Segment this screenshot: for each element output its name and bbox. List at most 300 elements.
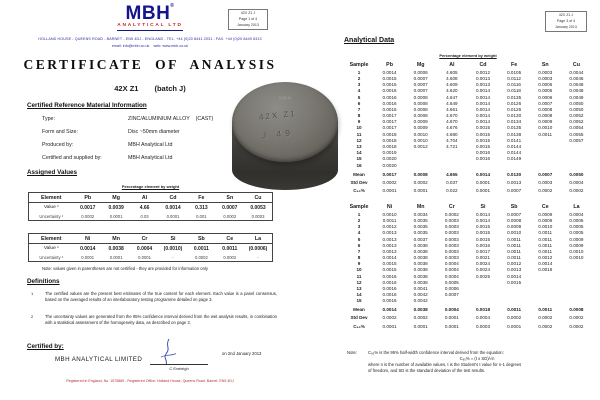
table-cell: 0.0003 bbox=[444, 224, 459, 230]
table-cell: 4.670 bbox=[446, 113, 458, 119]
table-row bbox=[344, 321, 592, 329]
table-cell: 3 bbox=[357, 82, 361, 88]
table-cell: 0.0013 bbox=[507, 179, 522, 185]
page-number: Page 1 of 4 bbox=[238, 16, 258, 21]
table-cell: 0.0002 bbox=[194, 254, 208, 260]
table-cell: 0.0003 bbox=[444, 217, 459, 223]
table-cell: 0.0118 bbox=[507, 88, 521, 94]
table-cell: 0.0003 bbox=[538, 75, 553, 81]
table-cell: 0.0001 bbox=[507, 323, 522, 329]
table-cell: 0.0015 bbox=[475, 230, 491, 236]
table-cell: C₉₅% bbox=[353, 187, 365, 193]
table-cell: 0.0001 bbox=[382, 187, 397, 193]
table-cell: Al bbox=[130, 193, 158, 203]
table-cell: 0.0004 bbox=[136, 245, 153, 252]
uncertainty-row bbox=[29, 212, 273, 221]
table-cell: 16 bbox=[356, 162, 362, 168]
table-cell: 0.0001 bbox=[475, 179, 491, 185]
table-cell: 0.0024 bbox=[475, 267, 491, 273]
table-cell: 0.0003 bbox=[444, 230, 459, 236]
table-cell: 0.0002 bbox=[223, 213, 237, 219]
table-cell: 0.0009 bbox=[413, 119, 428, 125]
summary-rows bbox=[344, 305, 592, 329]
table-cell: 0.0007 bbox=[413, 82, 428, 88]
table-cell: 0.0014 bbox=[475, 113, 491, 119]
table-cell: 0.0112 bbox=[507, 75, 521, 81]
sample-rows bbox=[344, 212, 592, 305]
table-cell: 0.0015 bbox=[382, 261, 397, 267]
table-cell: - bbox=[257, 254, 259, 260]
table-cell: 0.0007 bbox=[507, 187, 522, 193]
signature-date: on 2nd January 2013 bbox=[222, 351, 262, 356]
table-cell: 0.0015 bbox=[507, 279, 522, 285]
table-cell: 0.0001 bbox=[138, 254, 151, 260]
table-cell: 0.0039 bbox=[108, 204, 124, 211]
table-cell: 0.0018 bbox=[382, 131, 397, 137]
table-cell: La bbox=[244, 234, 272, 244]
table-cell: 4.661 bbox=[446, 106, 458, 112]
table-cell: 4.609 bbox=[446, 82, 458, 88]
table-cell: 4.66 bbox=[139, 204, 150, 211]
note-label: Note: bbox=[347, 350, 358, 355]
table-cell: 0.0004 bbox=[444, 273, 459, 279]
table-cell: 0.0001 bbox=[109, 254, 123, 260]
table-cell: 0.0008 bbox=[413, 171, 428, 177]
value-row bbox=[29, 244, 273, 254]
table-cell: 10 bbox=[356, 125, 362, 131]
table-cell: Si bbox=[159, 234, 187, 244]
table-cell: Ce bbox=[216, 234, 244, 244]
table-cell: Element bbox=[29, 193, 74, 203]
table-cell: 0.0014 bbox=[382, 255, 397, 261]
table-cell: (0.0006) bbox=[248, 245, 268, 252]
table-cell: 0.0001 bbox=[166, 213, 180, 219]
table-header-row bbox=[344, 61, 592, 70]
table-cell: 0.037 bbox=[446, 179, 458, 185]
crm-value-type: ZINC/ALUMINIUM ALLOY (CAST) bbox=[128, 116, 214, 122]
definition-1-sup: 1 bbox=[31, 291, 34, 296]
table-cell: 4.680 bbox=[446, 131, 458, 137]
table-cell: 0.0005 bbox=[538, 82, 553, 88]
table-header-row bbox=[29, 193, 273, 203]
table-cell: 4.721 bbox=[446, 144, 458, 150]
table-cell: Cu bbox=[572, 62, 580, 68]
table-cell: 0.0002 bbox=[382, 179, 397, 185]
definition-1-text: The certified values are the present best estimates of the true content for each element. Each value is a panel consensus, based on the averaged results of an interlaboratory testing programme detailed on page 3. bbox=[45, 291, 277, 302]
table-cell: 0.0010 bbox=[569, 255, 584, 261]
definition-2-text: The uncertainty values are generated from the 95% confidence interval derived from the wet analysis results, in combination with a statistical assessment of the homogeneity data, as described on page 2. bbox=[45, 314, 277, 325]
table-cell: 0.0138 bbox=[507, 131, 522, 137]
table-cell: 0.0010 bbox=[413, 137, 428, 143]
table-cell: 0.0002 bbox=[569, 187, 584, 193]
table-cell: 0.0050 bbox=[569, 100, 584, 106]
table-cell: 0.0007 bbox=[538, 100, 553, 106]
table-cell: 0.0002 bbox=[413, 315, 428, 321]
signatory-name: C Eveleigh bbox=[169, 366, 189, 371]
table-cell: 0.313 bbox=[195, 204, 208, 211]
table-cell: 0.0016 bbox=[382, 100, 397, 106]
table-cell: 0.0007 bbox=[413, 88, 428, 94]
product-code: 42X Z1 bbox=[114, 84, 139, 93]
table-cell: Sample bbox=[349, 204, 369, 210]
table-cell: 0.0007 bbox=[444, 292, 459, 298]
table-cell: 0.0009 bbox=[569, 236, 584, 242]
table-cell: Sb bbox=[510, 204, 518, 210]
disc-top-face bbox=[232, 82, 338, 162]
table-cell: 0.0038 bbox=[413, 248, 428, 254]
table-cell: 14 bbox=[356, 150, 362, 156]
table-cell: 0.0010 bbox=[569, 248, 584, 254]
table-cell: 0.0016 bbox=[382, 279, 397, 285]
table-cell: 0.0002 bbox=[81, 213, 95, 219]
table-cell: 6 bbox=[357, 242, 361, 248]
table-cell: 0.0012 bbox=[475, 69, 491, 75]
table-header-row bbox=[29, 234, 273, 244]
page1-ref-box bbox=[228, 9, 268, 30]
table-cell: 0.0011 bbox=[538, 230, 553, 236]
table-cell: 0.0017 bbox=[382, 125, 397, 131]
table-cell: 0.0003 bbox=[444, 255, 459, 261]
note-line-4: of freedom, and SD is the standard deviation of the test results. bbox=[368, 367, 486, 373]
table-cell: 0.0052 bbox=[569, 119, 584, 125]
table-cell: Ce bbox=[541, 204, 549, 210]
table-cell: 0.0018 bbox=[382, 144, 397, 150]
table-cell: 0.0012 bbox=[507, 261, 522, 267]
table-cell: Fe bbox=[511, 62, 518, 68]
ref-date: January 2013 bbox=[237, 22, 259, 27]
table-cell: 0.0013 bbox=[382, 236, 397, 242]
table-cell: 0.0004 bbox=[444, 307, 459, 313]
ref-code: 42X Z1 J bbox=[558, 13, 574, 17]
table-cell: 0.0024 bbox=[475, 261, 491, 267]
table-cell: Sb bbox=[187, 234, 215, 244]
table-cell: 0.0021 bbox=[475, 255, 491, 261]
table-cell: 0.0018 bbox=[475, 307, 491, 313]
table-cell: 0.0003 bbox=[444, 248, 459, 254]
registered-office-footer: Registered in England, No. 1575889 - Registered Office: Holland House, Queens Road, Barnet, EN5 4DJ bbox=[66, 379, 234, 383]
table-cell: 0.0011 bbox=[538, 236, 553, 242]
table-cell: 0.0016 bbox=[382, 88, 397, 94]
pct-caption-1: Percentage element by weight bbox=[121, 184, 180, 189]
table-cell: 0.0014 bbox=[475, 119, 491, 125]
table-cell: 0.0007 bbox=[507, 211, 522, 217]
signature-icon bbox=[153, 338, 187, 366]
table-cell: 0.0008 bbox=[538, 113, 553, 119]
table-cell: La bbox=[573, 204, 580, 210]
table-cell: 0.0009 bbox=[538, 119, 553, 125]
definitions-heading: Definitions bbox=[27, 278, 60, 285]
table-cell: 0.03 bbox=[140, 213, 149, 219]
disc-engraving-brand: MBH bbox=[278, 95, 292, 100]
disc-engraving-batch: J 49 bbox=[261, 127, 295, 141]
table-cell: 0.0004 bbox=[444, 261, 459, 267]
table-cell: 0.0016 bbox=[382, 106, 397, 112]
table-cell: 0.0014 bbox=[475, 171, 491, 177]
contact-line: email: info@mbh.co.uk web: www.mbh.co.uk bbox=[111, 44, 189, 48]
table-cell: 0.0016 bbox=[382, 273, 397, 279]
table-row bbox=[344, 177, 592, 185]
table-cell: 0.0002 bbox=[444, 211, 459, 217]
table-cell: 0.0038 bbox=[108, 245, 124, 252]
table-cell: 4.655 bbox=[446, 171, 458, 177]
table-cell: C₉₅% bbox=[353, 323, 365, 329]
table-cell: 0.0053 bbox=[250, 204, 266, 211]
table-cell: 0.0144 bbox=[507, 150, 522, 156]
table-cell: 4.605 bbox=[446, 69, 458, 75]
table-cell: Ni bbox=[74, 234, 102, 244]
table-cell: Cr bbox=[448, 204, 455, 210]
table-cell: 7 bbox=[357, 248, 361, 254]
table-cell: 0.0016 bbox=[382, 298, 397, 304]
table-cell: 0.0002 bbox=[569, 323, 584, 329]
table-cell: 15 bbox=[356, 298, 362, 304]
table-cell: 0.0038 bbox=[413, 273, 428, 279]
assigned-values-table-2 bbox=[28, 233, 273, 262]
table-cell: 0.0013 bbox=[382, 242, 397, 248]
crm-label-supplier: Certified and supplied by: bbox=[42, 155, 102, 161]
table-cell: Cr bbox=[130, 234, 158, 244]
table-cell: 0.0014 bbox=[165, 204, 181, 211]
ref-date: January 2013 bbox=[555, 24, 577, 29]
table-cell: Std Dev bbox=[350, 315, 368, 321]
signature-line bbox=[150, 364, 208, 365]
table-cell: 0.0013 bbox=[382, 230, 397, 236]
table-cell: 0.0002 bbox=[507, 315, 522, 321]
table-cell: 1 bbox=[357, 211, 361, 217]
table-cell: 0.0002 bbox=[413, 179, 428, 185]
table-cell: 0.0016 bbox=[382, 94, 397, 100]
table-cell: 0.0105 bbox=[507, 69, 522, 75]
table-cell: 0.0003 bbox=[251, 213, 265, 219]
note-line-1: C₉₅% is the 95% half-width confidence interval derived from the equation: bbox=[368, 350, 504, 355]
table-cell: 0.0015 bbox=[475, 236, 491, 242]
table-cell: 0.0048 bbox=[569, 88, 584, 94]
table-cell: 9 bbox=[357, 119, 361, 125]
table-cell: 0.0001 bbox=[413, 323, 428, 329]
table-cell: 0.0002 bbox=[223, 254, 237, 260]
table-cell: 0.0016 bbox=[382, 292, 397, 298]
table-cell: 0.0015 bbox=[475, 125, 491, 131]
table-cell: 0.0007 bbox=[538, 171, 553, 177]
table-cell: Ni bbox=[386, 204, 393, 210]
table-cell: 0.0014 bbox=[475, 94, 491, 100]
table-cell: 0.0009 bbox=[507, 224, 522, 230]
table-cell: 0.0052 bbox=[569, 113, 584, 119]
table-cell: 0.0008 bbox=[413, 113, 428, 119]
table-cell: 0.0038 bbox=[413, 267, 428, 273]
table-cell: 0.0017 bbox=[382, 113, 397, 119]
table-cell: Mn bbox=[416, 204, 425, 210]
table-cell: 0.0017 bbox=[382, 171, 397, 177]
table-cell: 0.0009 bbox=[413, 125, 428, 131]
table-cell: 0.0009 bbox=[569, 242, 584, 248]
table-cell: 0.0144 bbox=[507, 144, 522, 150]
table-cell: 0.0014 bbox=[382, 69, 397, 75]
table-cell: 13 bbox=[356, 286, 362, 292]
table-cell: 0.0049 bbox=[569, 94, 584, 100]
analytical-table-2 bbox=[344, 203, 592, 329]
table-cell: 0.0002 bbox=[538, 323, 553, 329]
table-cell: 0.0055 bbox=[569, 131, 584, 137]
table-cell: 0.0013 bbox=[475, 82, 491, 88]
table-cell: 4 bbox=[357, 230, 361, 236]
certificate-title: CERTIFICATE OF ANALYSIS bbox=[23, 57, 277, 72]
parentheses-note: Note: values given in parentheses are not certified - they are provided for information only bbox=[42, 266, 208, 271]
table-cell: 2 bbox=[357, 217, 361, 223]
table-cell: 0.0015 bbox=[475, 144, 491, 150]
table-cell: 0.0008 bbox=[507, 217, 522, 223]
crm-label-type: Type: bbox=[42, 116, 55, 122]
table-cell: 0.0002 bbox=[538, 187, 553, 193]
table-cell: 0.0011 bbox=[538, 307, 553, 313]
address-line: HOLLAND HOUSE - QUEENS ROAD - BARNET - EN5 4DJ - ENGLAND - TEL. +44 (0)20 8441 2031 - FAX. +44 (0)20 8449 6313 bbox=[38, 37, 262, 41]
table-cell: 0.0006 bbox=[444, 286, 459, 292]
table-cell: 0.0008 bbox=[569, 307, 584, 313]
table-cell: 0.0038 bbox=[413, 279, 428, 285]
table-cell: 11 bbox=[356, 273, 362, 279]
table-cell: 4.676 bbox=[446, 125, 458, 131]
table-cell: 0.0057 bbox=[569, 137, 584, 143]
table-cell: 0.0008 bbox=[413, 106, 428, 112]
table-cell: 0.0005 bbox=[569, 217, 584, 223]
pct-caption-2: Percentage element by weight bbox=[439, 53, 497, 58]
table-cell: 0.0001 bbox=[382, 323, 397, 329]
table-cell: 0.0011 bbox=[507, 307, 522, 313]
table-cell: 12 bbox=[356, 279, 362, 285]
table-row bbox=[344, 169, 592, 177]
table-cell: 4.704 bbox=[446, 137, 458, 143]
table-cell: 0.0048 bbox=[569, 82, 584, 88]
crm-info-heading: Certified Reference Material Information bbox=[27, 102, 147, 109]
table-cell: Std Dev bbox=[350, 179, 368, 185]
uncertainty-row bbox=[29, 253, 273, 262]
disc-engraving-id: 42X Z1 bbox=[258, 109, 298, 122]
table-cell: Mg bbox=[102, 193, 130, 203]
table-cell: 0.0014 bbox=[475, 88, 491, 94]
crm-label-form: Form and Size: bbox=[42, 129, 78, 135]
table-cell: 9 bbox=[357, 261, 361, 267]
table-cell: 0.0005 bbox=[569, 224, 584, 230]
table-cell: 0.0041 bbox=[413, 286, 428, 292]
table-cell: 0.0015 bbox=[382, 82, 397, 88]
table-cell: 0.0035 bbox=[413, 217, 428, 223]
table-cell: 0.0020 bbox=[382, 156, 397, 162]
table-cell: 2 bbox=[357, 75, 361, 81]
table-cell: 0.0018 bbox=[382, 137, 397, 143]
table-cell: Value ¹ bbox=[43, 205, 59, 210]
table-cell: 1 bbox=[357, 69, 361, 75]
table-cell: Fe bbox=[187, 193, 215, 203]
table-cell: 0.0135 bbox=[507, 125, 522, 131]
table-cell: Uncertainty ² bbox=[39, 213, 64, 219]
table-cell: 0.0016 bbox=[475, 150, 491, 156]
table-cell: 3 bbox=[357, 224, 361, 230]
table-cell: 0.0001 bbox=[475, 187, 491, 193]
table-cell: 0.022 bbox=[446, 187, 458, 193]
table-cell: 0.0016 bbox=[475, 242, 491, 248]
table-row bbox=[344, 313, 592, 321]
table-cell: 13 bbox=[356, 144, 362, 150]
table-cell: 0.0005 bbox=[538, 88, 553, 94]
table-cell: 0.0126 bbox=[507, 106, 522, 112]
table-cell: 0.0007 bbox=[413, 75, 428, 81]
table-cell: 0.0054 bbox=[569, 125, 584, 131]
table-cell: 0.0019 bbox=[382, 150, 397, 156]
table-cell: 0.0014 bbox=[382, 307, 397, 313]
table-cell: Mn bbox=[102, 234, 130, 244]
table-cell: 0.0001 bbox=[81, 254, 95, 260]
table-cell: 0.0037 bbox=[413, 236, 428, 242]
table-row bbox=[344, 305, 592, 313]
table-cell: 12 bbox=[356, 137, 362, 143]
summary-rows bbox=[344, 169, 592, 193]
table-cell: 0.0025 bbox=[475, 273, 491, 279]
table-cell: Element bbox=[29, 234, 74, 244]
table-cell: Pb bbox=[386, 62, 393, 68]
assigned-values-heading: Assigned Values bbox=[27, 169, 78, 176]
table-cell: 0.0001 bbox=[413, 187, 428, 193]
table-cell: 0.0050 bbox=[569, 106, 584, 112]
table-cell: 0.0011 bbox=[538, 131, 553, 137]
table-cell: 0.0011 bbox=[538, 242, 553, 248]
table-cell: 0.0016 bbox=[538, 267, 553, 273]
table-cell: 0.0010 bbox=[538, 125, 553, 131]
table-cell: 0.0008 bbox=[413, 94, 428, 100]
table-header-row bbox=[344, 203, 592, 212]
crm-value-supplier: MBH Analytical Ltd bbox=[128, 155, 173, 161]
table-cell: 0.0004 bbox=[569, 179, 584, 185]
page-number: Page 3 of 4 bbox=[556, 18, 576, 23]
analytical-table-1 bbox=[344, 61, 592, 193]
table-cell: Uncertainty ² bbox=[39, 254, 64, 260]
table-cell: 0.0006 bbox=[413, 69, 428, 75]
table-cell: 0.0011 bbox=[222, 245, 238, 252]
table-cell: 0.0011 bbox=[538, 248, 553, 254]
c95-equation: C₉₅% = (t x SD)/√n bbox=[459, 355, 495, 361]
table-cell: 0.0014 bbox=[538, 261, 553, 267]
logo-subtitle: ANALYTICAL LTD bbox=[117, 23, 183, 28]
alloy-disc-photo bbox=[232, 82, 338, 190]
table-cell: 0.0042 bbox=[413, 292, 428, 298]
table-cell: 0.0046 bbox=[569, 75, 584, 81]
table-cell: 0.0004 bbox=[569, 211, 584, 217]
table-cell: 0.0126 bbox=[507, 100, 522, 106]
table-cell: 0.0016 bbox=[382, 286, 397, 292]
table-cell: 11 bbox=[356, 131, 362, 137]
table-cell: 0.0141 bbox=[507, 137, 522, 143]
table-cell: 0.0014 bbox=[80, 245, 96, 252]
table-cell: 0.0004 bbox=[475, 315, 491, 321]
ref-code: 42X Z1 J bbox=[240, 11, 256, 15]
table-row bbox=[344, 185, 592, 193]
table-cell: 0.0003 bbox=[444, 242, 459, 248]
table-cell: 0.0001 bbox=[444, 315, 459, 321]
table-cell: 0.0010 bbox=[507, 230, 522, 236]
assigned-values-table-1 bbox=[28, 192, 273, 221]
table-cell: Si bbox=[480, 204, 486, 210]
table-cell: Al bbox=[449, 62, 455, 68]
definition-2-sup: 2 bbox=[31, 314, 34, 319]
table-cell: 0.0003 bbox=[475, 323, 491, 329]
sample-rows bbox=[344, 70, 592, 169]
table-cell: 0.0034 bbox=[413, 211, 428, 217]
table-cell: 0.0002 bbox=[538, 315, 553, 321]
table-cell: 0.0008 bbox=[538, 106, 553, 112]
table-cell: 0.0016 bbox=[475, 156, 491, 162]
table-cell: Mean bbox=[353, 307, 365, 313]
table-cell: 0.0004 bbox=[444, 267, 459, 273]
table-cell: 0.0035 bbox=[413, 224, 428, 230]
